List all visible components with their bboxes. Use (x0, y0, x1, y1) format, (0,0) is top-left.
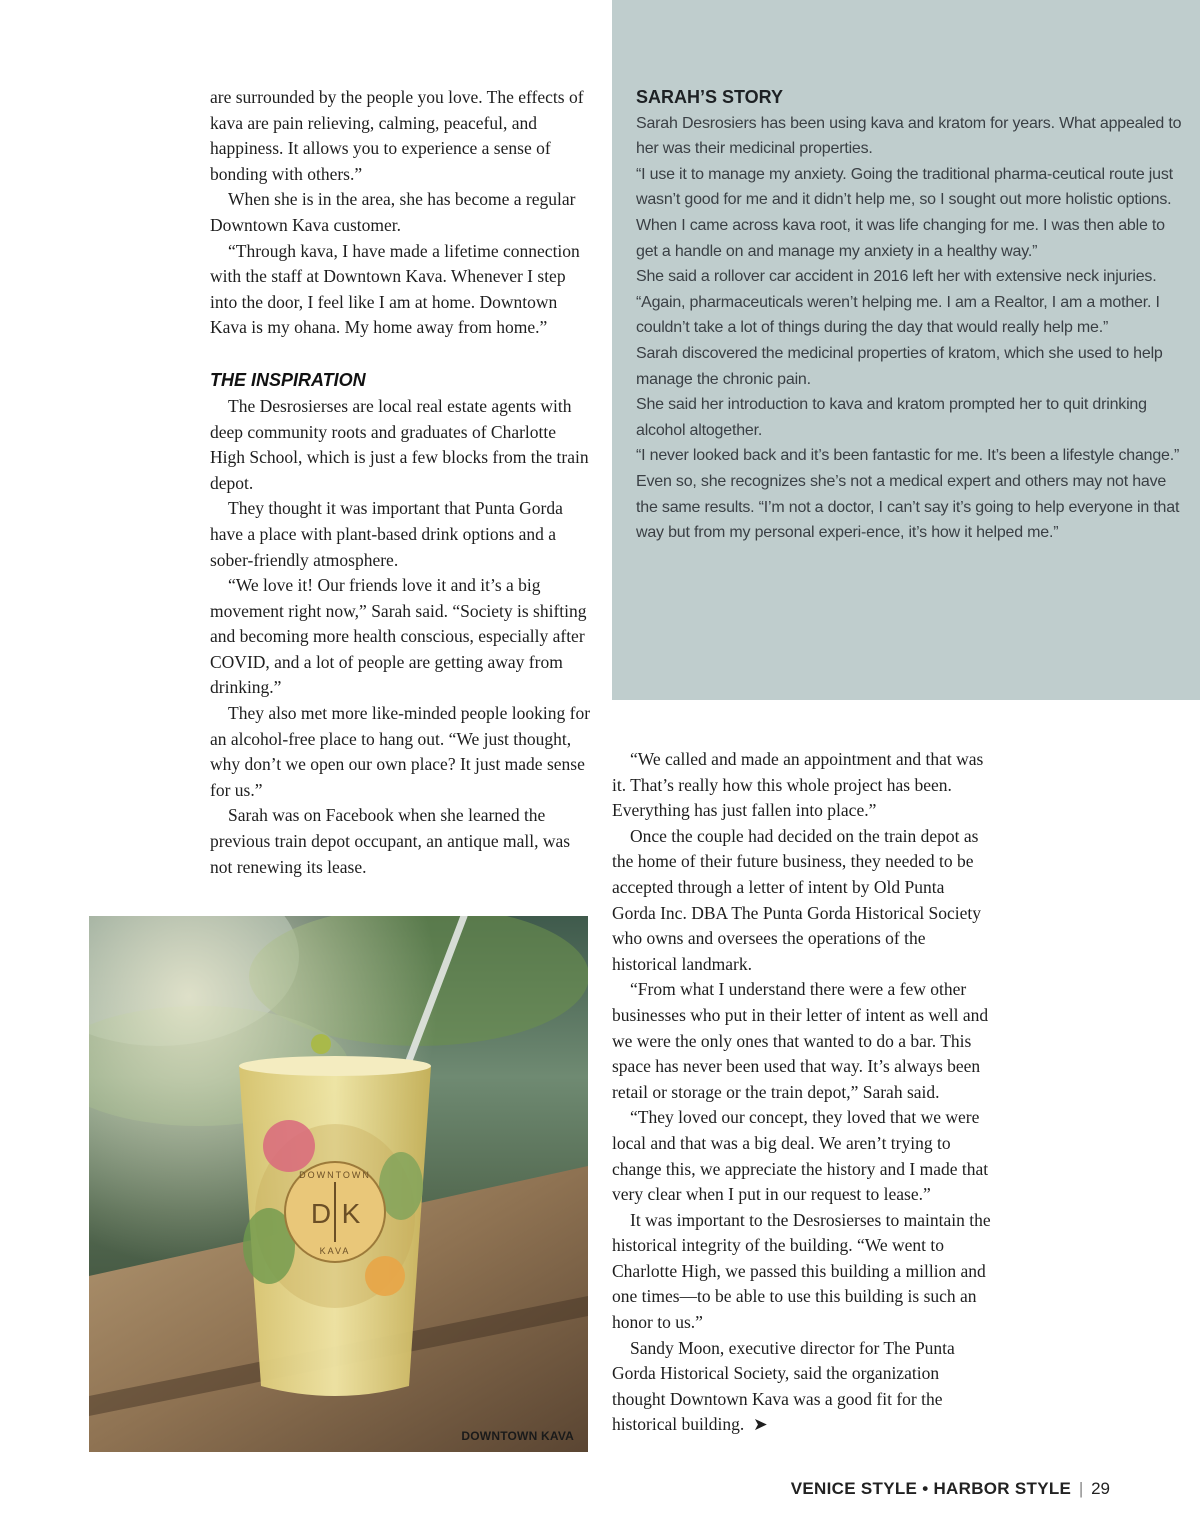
logo-monogram-left: D (310, 1198, 332, 1229)
left-paragraph-7: They also met more like-minded people looking for an alcohol-free place to hang out. “We just thought, why don’t we open our own place? It just made sense for us.” (210, 703, 591, 800)
publication-name: VENICE STYLE • HARBOR STYLE (790, 1479, 1072, 1498)
footer-separator: | (1078, 1479, 1084, 1498)
left-paragraph-5: They thought it was important that Punta Gorda have a place with plant-based drink options and a sober-friendly atmosphere. (210, 498, 563, 570)
continue-arrow-icon: ➤ (752, 1414, 768, 1435)
sidebar-paragraph-1: Sarah Desrosiers has been using kava and kratom for years. What appealed to her was their medicinal properties. (636, 114, 1182, 158)
right-paragraph-2: Once the couple had decided on the train depot as the home of their future business, they needed to be accepted through a letter of intent by Old Punta Gorda Inc. DBA The Punta Gorda Historical Society who owns and oversees the operations of the historical landmark. (612, 825, 982, 974)
sidebar-paragraph-8: Even so, she recognizes she’s not a medical expert and others may not have the same results. “I’m not a doctor, I can’t say it’s going to help everyone in that way but from my personal experi-ence, it’s how it helped me.” (636, 472, 1180, 542)
right-paragraph-6 (612, 1336, 992, 1438)
sidebar-paragraph-3: She said a rollover car accident in 2016 left her with extensive neck injuries. (636, 268, 1157, 286)
left-paragraph-1: are surrounded by the people you love. The effects of kava are pain relieving, calming, peaceful, and happiness. It allows you to experience a sense of bonding with others.” (210, 87, 584, 184)
sidebar-box (612, 0, 1200, 700)
drink-photo (89, 916, 588, 1452)
right-paragraph-3: “From what I understand there were a few other businesses who put in their letter of intent as well and we were the only ones that wanted to do a bar. This space has never been used that way. It’s always been retail or storage or the train depot,” Sarah said. (612, 979, 989, 1102)
section-subhead: THE INSPIRATION (210, 369, 366, 390)
left-paragraph-6: “We love it! Our friends love it and it’s a big movement right now,” Sarah said. “Society is shifting and becoming more health conscious, especially after COVID, and a lot of people are getting away from drinking.” (210, 575, 587, 698)
left-paragraph-4: The Desrosierses are local real estate agents with deep community roots and graduates of Charlotte High School, which is just a few blocks from the train depot. (210, 395, 589, 493)
right-paragraph-6-text: Sandy Moon, executive director for The Punta Gorda Historical Society, said the organization thought Downtown Kava was a good fit for the historical building. (612, 1337, 955, 1435)
glass-rim (239, 1056, 431, 1076)
sidebar-paragraph-7: “I never looked back and it’s been fantastic for me. It’s been a lifestyle change.” (636, 447, 1180, 465)
sidebar-paragraph-2: “I use it to manage my anxiety. Going the traditional pharma-ceutical route just wasn’t good for me and it didn’t help me, so I sought out more holistic options. When I came across kava root, it was life changing for me. I was then able to get a handle on and manage my anxiety in a healthy way.” (636, 165, 1173, 260)
left-paragraph-2: When she is in the area, she has become a regular Downtown Kava customer. (210, 189, 576, 235)
logo-bottom-text: KAVA (319, 1246, 351, 1256)
sidebar-content (636, 85, 1184, 546)
flower-orange (365, 1256, 405, 1296)
right-paragraph-4: “They loved our concept, they loved that we were local and that was a big deal. We aren’t trying to change this, we appreciate the history and I made that very clear when I put in our request to lease.” (612, 1107, 989, 1205)
photo-credit: DOWNTOWN KAVA (461, 1429, 574, 1443)
left-column (210, 85, 592, 880)
right-paragraph-1: “We called and made an appointment and that was it. That’s really how this whole project has been. Everything has just fallen into place.” (612, 749, 984, 821)
page-number: 29 (1091, 1479, 1110, 1498)
sidebar-paragraph-4: “Again, pharmaceuticals weren’t helping me. I am a Realtor, I am a mother. I couldn’t take a lot of things during the day that would really help me.” (636, 293, 1160, 337)
mint-garnish (311, 1034, 331, 1054)
sidebar-title: SARAH’S STORY (636, 87, 784, 107)
right-column (612, 747, 992, 1438)
left-paragraph-8: Sarah was on Facebook when she learned the previous train depot occupant, an antique mall, was not renewing its lease. (210, 805, 571, 877)
flower-pink (263, 1120, 315, 1172)
sidebar-paragraph-5: Sarah discovered the medicinal properties of kratom, which she used to help manage the chronic pain. (636, 344, 1163, 388)
sidebar-paragraph-6: She said her introduction to kava and kratom prompted her to quit drinking alcohol altogether. (636, 396, 1147, 439)
drink-illustration (89, 916, 588, 1452)
logo-monogram-right: K (341, 1198, 361, 1229)
right-paragraph-5: It was important to the Desrosierses to maintain the historical integrity of the building. “We went to Charlotte High, we passed this building a million and one times—to be able to use this building is such an honor to us.” (612, 1209, 991, 1333)
logo-top-text: DOWNTOWN (299, 1170, 371, 1180)
left-paragraph-3: “Through kava, I have made a lifetime connection with the staff at Downtown Kava. Whenever I step into the door, I feel like I am at home. Downtown Kava is my ohana. My home away from home.” (210, 240, 580, 338)
page-footer (791, 1479, 1110, 1499)
